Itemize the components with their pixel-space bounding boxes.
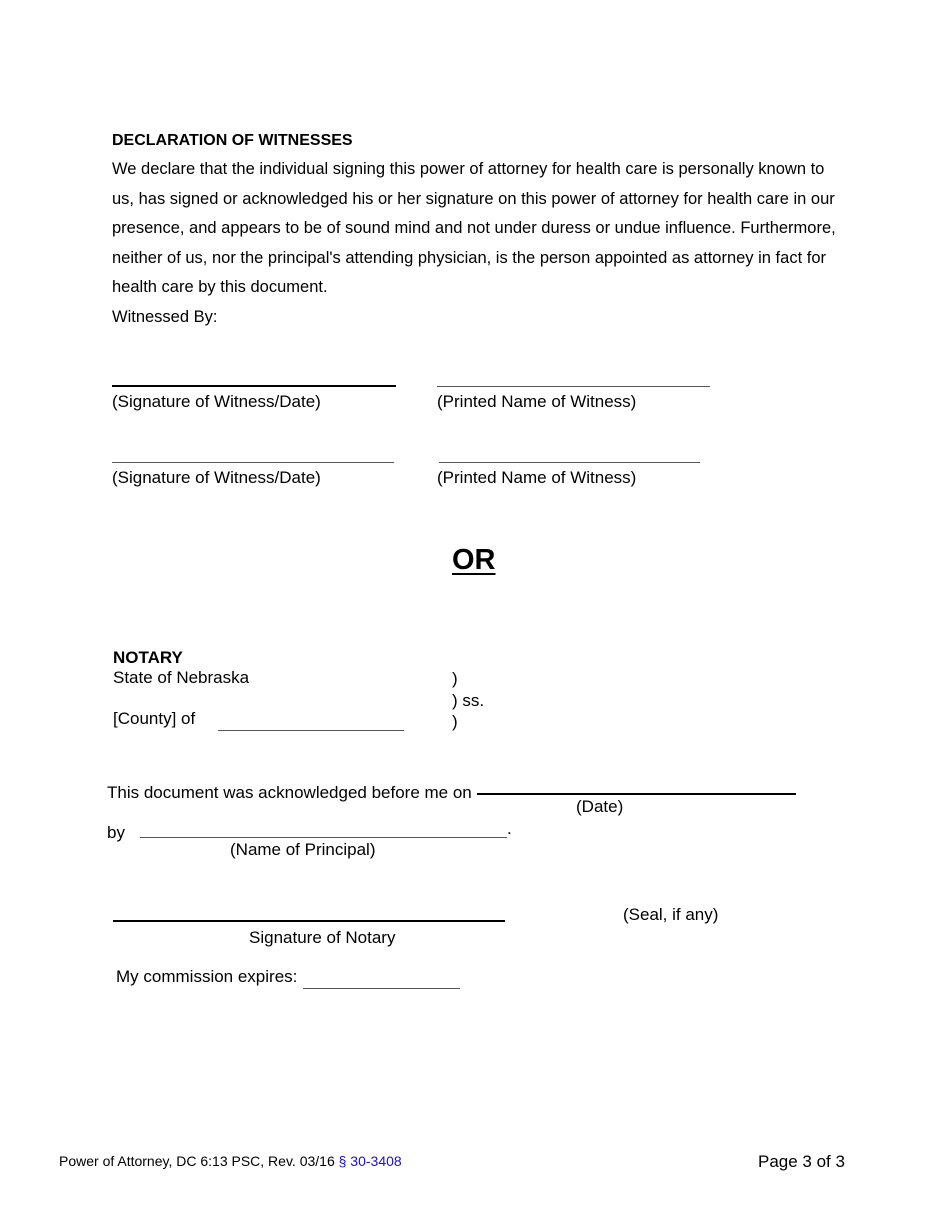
notary-signature-label: Signature of Notary	[249, 928, 396, 947]
statute-link[interactable]: § 30-3408	[338, 1153, 402, 1169]
venue-paren-ss: ) ss.	[452, 691, 485, 710]
witness1-name-line[interactable]	[437, 386, 710, 387]
notary-heading: NOTARY	[113, 648, 183, 667]
principal-name-line[interactable]	[140, 837, 507, 838]
witness1-name-label: (Printed Name of Witness)	[437, 392, 637, 411]
date-line[interactable]	[477, 793, 796, 795]
by-label: by	[107, 823, 125, 842]
declaration-paragraph: We declare that the individual signing this power of attorney for health care is personally known to us, has signed or acknowledged his or her signature on this power of attorney for health care in our presence, and appears to be of sound mind and not under duress or undue influence. Furthermore, neither of us, nor the principal's attending physician, is the person appointed as attorney in fact for health care by this document.	[112, 160, 836, 297]
venue-paren-3: )	[452, 712, 458, 731]
seal-label: (Seal, if any)	[623, 905, 719, 924]
principal-label: (Name of Principal)	[230, 840, 376, 859]
witnessed-by-label: Witnessed By:	[112, 307, 218, 326]
page-number: Page 3 of 3	[758, 1152, 845, 1171]
witness2-name-label: (Printed Name of Witness)	[437, 468, 637, 487]
county-line[interactable]	[218, 730, 404, 731]
witnesses-heading: DECLARATION OF WITNESSES	[112, 132, 353, 149]
or-divider: OR	[452, 544, 496, 576]
acknowledgement-text: This document was acknowledged before me on	[107, 783, 472, 802]
witness1-signature-label: (Signature of Witness/Date)	[112, 392, 321, 411]
notary-state: State of Nebraska	[113, 668, 250, 687]
notary-county-label: [County] of	[113, 709, 196, 728]
venue-paren-1: )	[452, 669, 458, 688]
principal-line-period: .	[507, 819, 512, 838]
commission-expires-line[interactable]	[303, 988, 460, 989]
witness1-signature-line[interactable]	[112, 385, 396, 387]
footer-form-info	[59, 1153, 402, 1169]
footer-form-text: Power of Attorney, DC 6:13 PSC, Rev. 03/16	[59, 1153, 339, 1169]
witness2-name-line[interactable]	[439, 462, 700, 463]
commission-label: My commission expires:	[116, 967, 298, 986]
witness2-signature-line[interactable]	[112, 462, 394, 463]
witness2-signature-label: (Signature of Witness/Date)	[112, 468, 321, 487]
notary-signature-line[interactable]	[113, 920, 505, 922]
witnesses-declaration	[112, 155, 842, 333]
date-label: (Date)	[576, 797, 624, 816]
